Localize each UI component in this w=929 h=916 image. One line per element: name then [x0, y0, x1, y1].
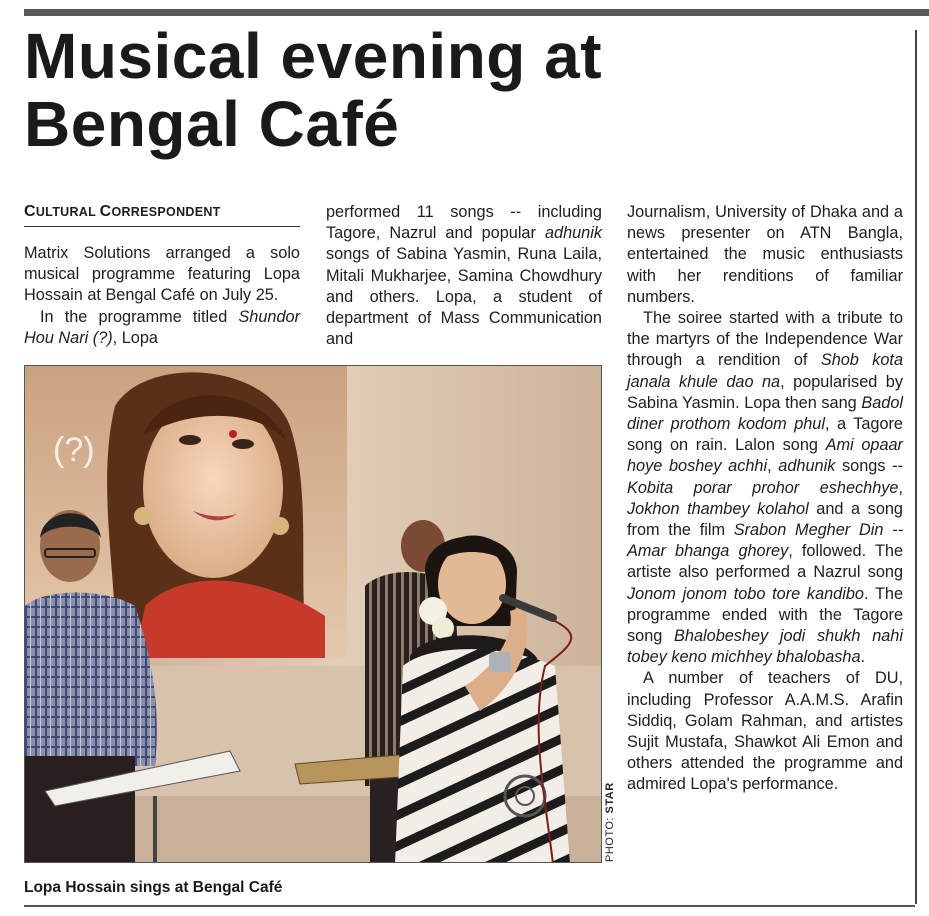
byline-cap: C [99, 203, 112, 220]
headline-line-2: Bengal Café [24, 88, 400, 160]
portrait-eye [179, 435, 201, 445]
paragraph: performed 11 songs -- including Tagore, Nazrul and popular adhunik songs of Sabina Yasmin, Runa Laila, Mitali Mukharjee, Samina Chowdhury and others. Lopa, a student of department of Mass Communication and [326, 203, 602, 349]
portrait-bindi [229, 430, 237, 438]
top-rule [24, 9, 929, 16]
byline [24, 203, 300, 227]
paragraph: Journalism, University of Dhaka and a news presenter on ATN Bangla, entertained the music enthusiasts with her renditions of familiar numbers. [627, 203, 903, 306]
portrait-earring [134, 507, 152, 525]
concert-photo [24, 365, 602, 863]
bottom-rule [24, 905, 915, 907]
photo-caption: Lopa Hossain sings at Bengal Café [24, 879, 283, 896]
paragraph: The soiree started with a tribute to the martyrs of the Independence War through a rendition of Shob kota janala khule dao na, popularised by Sabina Yasmin. Lopa then sang Badol diner prothom kodom phul, a Tagore song on rain. Lalon song Ami opaar hoye boshey achhi, adhunik songs -- Kobita porar prohor eshechhye, Jokhon thambey kolahol and a song from the film Srabon Megher Din -- Amar bhanga ghorey, followed. The artiste also performed a Nazrul song Jonom jonom tobo tore kandibo. The programme ended with the Tagore song Bhalobeshey jodi shukh nahi tobey keno michhey bhalobasha. [627, 309, 904, 667]
byline-small-caps: ULTURAL [35, 205, 100, 219]
headline [24, 22, 602, 158]
portrait-eye [232, 439, 254, 449]
paragraph: In the programme titled Shundor Hou Nari (?), Lopa [24, 307, 300, 347]
paragraph: A number of teachers of DU, including Professor A.A.M.S. Arafin Siddiq, Golam Rahman, and artistes Sujit Mustafa, Shawkot Ali Emon and others attended the programme and admired Lopa's performance. [627, 669, 903, 794]
singer-flowers [432, 617, 454, 639]
article-column-3 [627, 202, 903, 796]
paragraph: Matrix Solutions arranged a solo musical programme featuring Lopa Hossain at Bengal Café on July 25. [24, 244, 300, 305]
singer-bangles [489, 652, 511, 672]
byline-small-caps: ORRESPONDENT [111, 205, 221, 219]
article-column-1 [24, 243, 300, 349]
photo-credit: PHOTO: STAR [604, 782, 616, 862]
banner-text: (?) [53, 431, 95, 469]
portrait-earring [271, 517, 289, 535]
programme-title: Shundor Hou Nari (?) [24, 307, 300, 347]
article-column-2 [326, 202, 602, 350]
byline-cap: C [24, 203, 36, 220]
keyboardist-shirt [25, 593, 157, 767]
headline-line-1: Musical evening at [24, 20, 603, 92]
keyboardist-trousers [25, 756, 135, 863]
column-rule [915, 30, 917, 904]
